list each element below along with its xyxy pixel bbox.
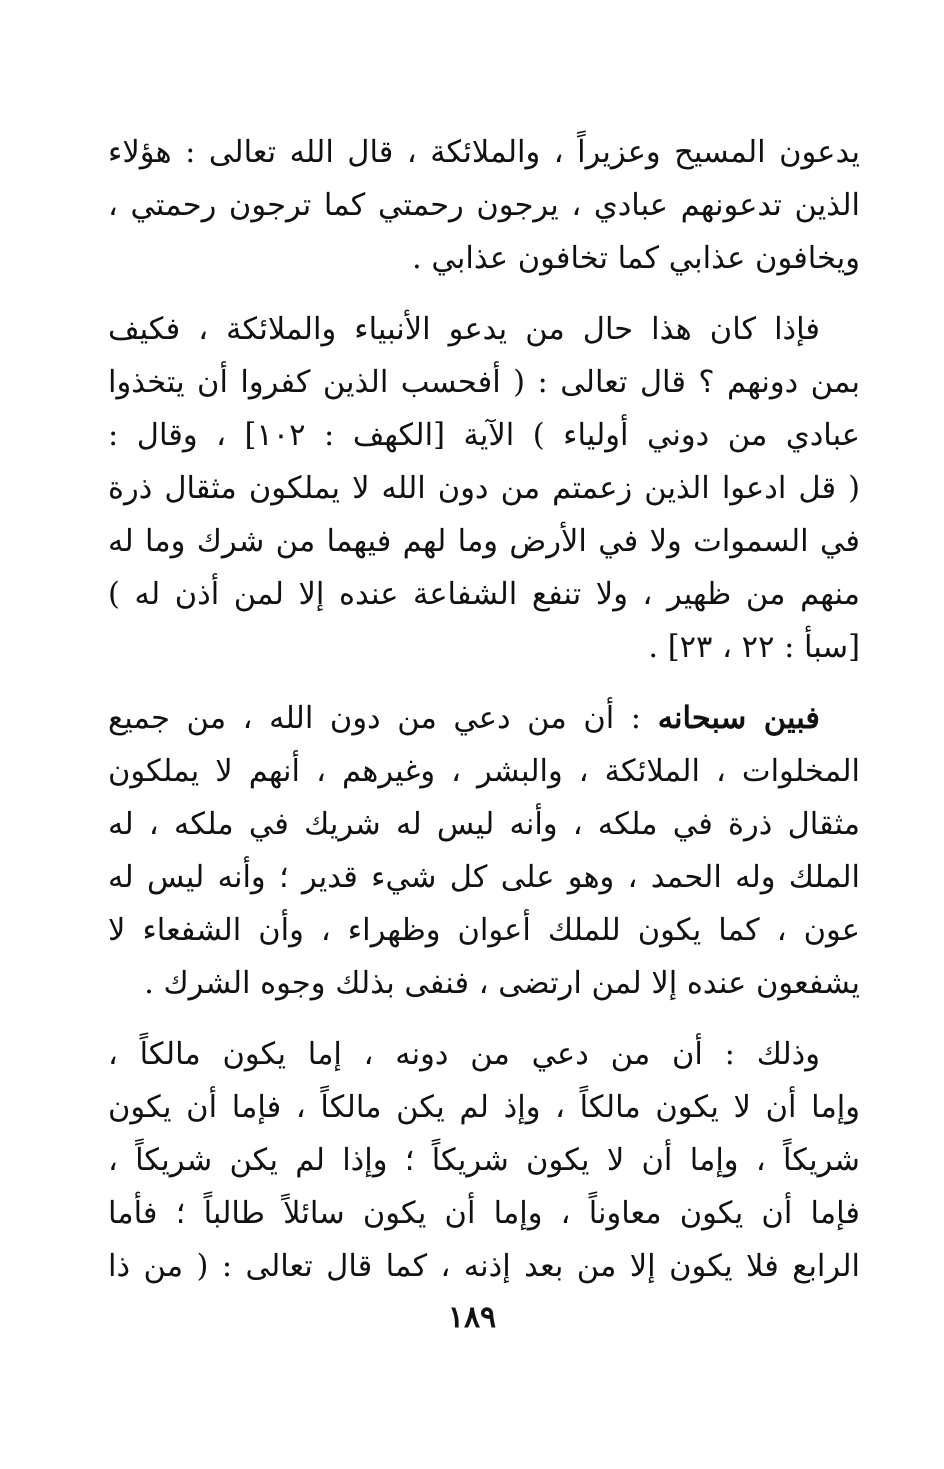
text-line: ( قل ادعوا الذين زعمتم من دون الله لا يملكون مثقال ذرة bbox=[108, 471, 860, 506]
paragraph-4 bbox=[108, 1028, 860, 1293]
lead-rest: : أن من دعي من دون الله ، من جميع bbox=[108, 701, 658, 736]
paragraph-1 bbox=[108, 126, 860, 285]
text-line: الملك وله الحمد ، وهو على كل شيء قدير ؛ وأنه ليس له bbox=[108, 860, 860, 895]
text-line: ويخافون عذابي كما تخافون عذابي . bbox=[412, 241, 860, 276]
text-line: بمن دونهم ؟ قال تعالى : ( أفحسب الذين كفروا أن يتخذوا bbox=[108, 365, 860, 400]
text-line: فإما أن يكون معاوناً ، وإما أن يكون سائلاً طالباً ؛ فأما bbox=[108, 1196, 860, 1231]
text-line: مثقال ذرة في ملكه ، وأنه ليس له شريك في ملكه ، له bbox=[108, 807, 860, 842]
text-line: يشفعون عنده إلا لمن ارتضى ، فنفى بذلك وجوه الشرك . bbox=[144, 966, 860, 1001]
text-line: يدعون المسيح وعزيراً ، والملائكة ، قال الله تعالى : هؤلاء bbox=[108, 135, 860, 170]
text-line bbox=[108, 692, 860, 745]
text-line: شريكاً ، وإما أن لا يكون شريكاً ؛ وإذا لم يكن شريكاً ، bbox=[108, 1143, 860, 1178]
lead-phrase: فبين سبحانه bbox=[657, 700, 820, 736]
paragraph-2 bbox=[108, 303, 860, 674]
text-line: منهم من ظهير ، ولا تنفع الشفاعة عنده إلا لمن أذن له ) bbox=[108, 577, 860, 612]
text-line: في السموات ولا في الأرض وما لهم فيهما من شرك وما له bbox=[108, 524, 860, 559]
page-number: ١٨٩ bbox=[447, 1300, 497, 1335]
text-line: عون ، كما يكون للملك أعوان وظهراء ، وأن الشفعاء لا bbox=[108, 913, 860, 948]
text-line: فإذا كان هذا حال من يدعو الأنبياء والملائكة ، فكيف bbox=[108, 312, 820, 347]
text-line: وذلك : أن من دعي من دونه ، إما يكون مالكاً ، bbox=[108, 1037, 820, 1072]
paragraph-3 bbox=[108, 692, 860, 1010]
page-body bbox=[108, 126, 860, 1293]
text-line: وإما أن لا يكون مالكاً ، وإذ لم يكن مالكاً ، فإما أن يكون bbox=[108, 1090, 860, 1125]
text-line: المخلوات ، الملائكة ، والبشر ، وغيرهم ، أنهم لا يملكون bbox=[108, 754, 860, 789]
text-line: [سبأ : ٢٢ ، ٢٣] . bbox=[648, 630, 860, 665]
text-line: الذين تدعونهم عبادي ، يرجون رحمتي كما ترجون رحمتي ، bbox=[108, 188, 860, 223]
text-line: عبادي من دوني أولياء ) الآية [الكهف : ١٠٢] ، وقال : bbox=[108, 418, 860, 453]
text-line: الرابع فلا يكون إلا من بعد إذنه ، كما قال تعالى : ( من ذا bbox=[108, 1249, 860, 1284]
